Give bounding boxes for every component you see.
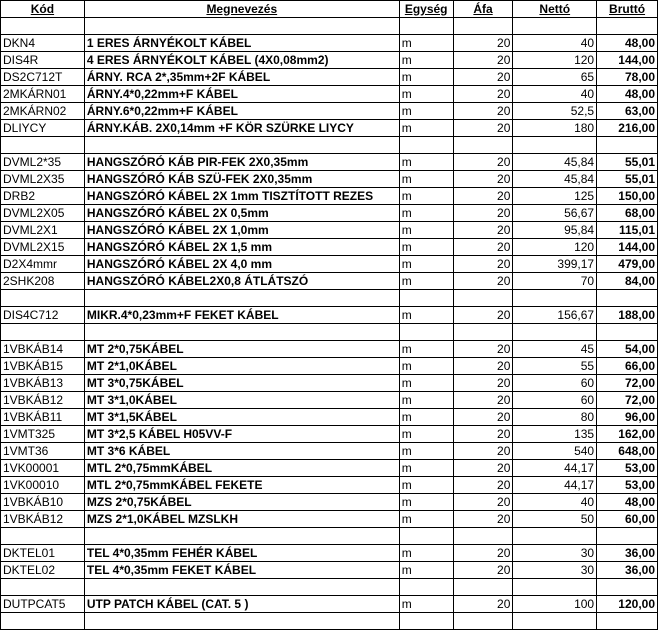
- cell-unit: m: [399, 52, 453, 69]
- cell-netto: 156,67: [513, 307, 597, 324]
- cell-kod: [1, 324, 85, 341]
- cell-unit: [399, 18, 453, 35]
- cell-kod: 1VMT325: [1, 426, 85, 443]
- header-brutto: Bruttó: [597, 1, 658, 18]
- table-row: [1, 562, 658, 579]
- cell-name: HANGSZÓRÓ KÁBEL 2X 1,5 mm: [84, 239, 399, 256]
- table-row: [1, 52, 658, 69]
- cell-netto: 135: [513, 426, 597, 443]
- cell-kod: 1VBKÁB15: [1, 358, 85, 375]
- cell-brutto: 63,00: [597, 103, 658, 120]
- header-name: Megnevezés: [84, 1, 399, 18]
- cell-kod: DVML2*35: [1, 154, 85, 171]
- cell-unit: [399, 137, 453, 154]
- cell-kod: 1VMT36: [1, 443, 85, 460]
- cell-netto: 125: [513, 188, 597, 205]
- cell-afa: 20: [453, 596, 513, 613]
- cell-kod: [1, 528, 85, 545]
- table-row: [1, 545, 658, 562]
- cell-brutto: 78,00: [597, 69, 658, 86]
- cell-afa: [453, 324, 513, 341]
- cell-brutto: [597, 324, 658, 341]
- cell-afa: 20: [453, 239, 513, 256]
- table-row: [1, 511, 658, 528]
- cell-brutto: 479,00: [597, 256, 658, 273]
- blank-row: [1, 137, 658, 154]
- cell-unit: m: [399, 460, 453, 477]
- cell-netto: 40: [513, 86, 597, 103]
- cell-netto: 180: [513, 120, 597, 137]
- cell-name: HANGSZÓRÓ KÁBEL 2X 0,5mm: [84, 205, 399, 222]
- cell-netto: 30: [513, 545, 597, 562]
- cell-name: ÁRNY.KÁB. 2X0,14mm +F KÖR SZÜRKE LIYCY: [84, 120, 399, 137]
- cell-name: UTP PATCH KÁBEL (CAT. 5 ): [84, 596, 399, 613]
- cell-unit: [399, 528, 453, 545]
- cell-unit: m: [399, 222, 453, 239]
- table-row: [1, 341, 658, 358]
- cell-afa: 20: [453, 341, 513, 358]
- cell-brutto: 36,00: [597, 562, 658, 579]
- cell-brutto: [597, 528, 658, 545]
- cell-name: MTL 2*0,75mmKÁBEL FEKETE: [84, 477, 399, 494]
- cell-afa: 20: [453, 86, 513, 103]
- cell-name: [84, 324, 399, 341]
- cell-unit: m: [399, 562, 453, 579]
- cell-netto: [513, 18, 597, 35]
- cell-name: [84, 137, 399, 154]
- cell-netto: 40: [513, 35, 597, 52]
- blank-row: [1, 290, 658, 307]
- cell-afa: 20: [453, 562, 513, 579]
- cell-brutto: 53,00: [597, 477, 658, 494]
- cell-name: [84, 18, 399, 35]
- cell-name: HANGSZÓRÓ KÁB PIR-FEK 2X0,35mm: [84, 154, 399, 171]
- cell-unit: m: [399, 120, 453, 137]
- table-body: [1, 18, 658, 630]
- cell-kod: 1VBKÁB11: [1, 409, 85, 426]
- cell-name: MTL 2*0,75mmKÁBEL: [84, 460, 399, 477]
- cell-brutto: 55,01: [597, 154, 658, 171]
- cell-unit: m: [399, 256, 453, 273]
- table-row: [1, 103, 658, 120]
- table-row: [1, 69, 658, 86]
- cell-unit: m: [399, 358, 453, 375]
- cell-brutto: 150,00: [597, 188, 658, 205]
- table-row: [1, 154, 658, 171]
- cell-brutto: 216,00: [597, 120, 658, 137]
- cell-unit: m: [399, 426, 453, 443]
- cell-afa: 20: [453, 103, 513, 120]
- cell-unit: m: [399, 545, 453, 562]
- cell-name: HANGSZÓRÓ KÁBEL 2X 4,0 mm: [84, 256, 399, 273]
- cell-brutto: 115,01: [597, 222, 658, 239]
- cell-afa: 20: [453, 307, 513, 324]
- cell-name: HANGSZÓRÓ KÁBEL 2X 1mm TISZTÍTOTT REZES: [84, 188, 399, 205]
- cell-name: HANGSZÓRÓ KÁBEL 2X 1,0mm: [84, 222, 399, 239]
- cell-brutto: 48,00: [597, 494, 658, 511]
- cell-unit: m: [399, 596, 453, 613]
- cell-netto: 80: [513, 409, 597, 426]
- cell-brutto: [597, 579, 658, 596]
- cell-unit: m: [399, 511, 453, 528]
- cell-kod: 1VK00010: [1, 477, 85, 494]
- cell-kod: D2X4mmr: [1, 256, 85, 273]
- cell-afa: 20: [453, 426, 513, 443]
- cell-kod: DKN4: [1, 35, 85, 52]
- cell-unit: m: [399, 307, 453, 324]
- blank-row: [1, 18, 658, 35]
- cell-afa: [453, 579, 513, 596]
- blank-row: [1, 613, 658, 630]
- cell-netto: 100: [513, 596, 597, 613]
- table-row: [1, 273, 658, 290]
- cell-afa: 20: [453, 375, 513, 392]
- cell-afa: 20: [453, 205, 513, 222]
- cell-unit: m: [399, 239, 453, 256]
- cell-name: 4 ERES ÁRNYÉKOLT KÁBEL (4X0,08mm2): [84, 52, 399, 69]
- cell-name: MT 3*2,5 KÁBEL H05VV-F: [84, 426, 399, 443]
- cell-netto: 30: [513, 562, 597, 579]
- cell-kod: DKTEL02: [1, 562, 85, 579]
- cell-afa: [453, 290, 513, 307]
- cell-name: MT 3*0,75KÁBEL: [84, 375, 399, 392]
- header-afa: Áfa: [453, 1, 513, 18]
- cell-unit: m: [399, 103, 453, 120]
- cell-netto: 60: [513, 375, 597, 392]
- cell-kod: DVML2X15: [1, 239, 85, 256]
- table-row: [1, 477, 658, 494]
- cell-netto: [513, 324, 597, 341]
- cell-afa: 20: [453, 120, 513, 137]
- cell-afa: [453, 528, 513, 545]
- cell-afa: 20: [453, 188, 513, 205]
- table-row: [1, 256, 658, 273]
- cell-name: [84, 528, 399, 545]
- cell-brutto: [597, 137, 658, 154]
- cell-name: MIKR.4*0,23mm+F FEKET KÁBEL: [84, 307, 399, 324]
- cell-afa: [453, 613, 513, 630]
- cell-unit: m: [399, 409, 453, 426]
- cell-netto: 44,17: [513, 477, 597, 494]
- cell-afa: 20: [453, 154, 513, 171]
- cell-unit: m: [399, 35, 453, 52]
- cell-kod: 2MKÁRN02: [1, 103, 85, 120]
- cell-netto: 56,67: [513, 205, 597, 222]
- cell-unit: [399, 613, 453, 630]
- cell-kod: DVML2X1: [1, 222, 85, 239]
- cell-brutto: 48,00: [597, 86, 658, 103]
- blank-row: [1, 324, 658, 341]
- cell-brutto: 66,00: [597, 358, 658, 375]
- table-row: [1, 443, 658, 460]
- cell-brutto: 53,00: [597, 460, 658, 477]
- cell-brutto: [597, 613, 658, 630]
- cell-name: HANGSZÓRÓ KÁB SZÜ-FEK 2X0,35mm: [84, 171, 399, 188]
- cell-kod: DIS4R: [1, 52, 85, 69]
- cell-brutto: 36,00: [597, 545, 658, 562]
- cell-name: ÁRNY.4*0,22mm+F KÁBEL: [84, 86, 399, 103]
- cell-unit: m: [399, 69, 453, 86]
- cell-brutto: 68,00: [597, 205, 658, 222]
- cell-unit: [399, 324, 453, 341]
- cell-name: MT 3*6 KÁBEL: [84, 443, 399, 460]
- cell-kod: 1VBKÁB10: [1, 494, 85, 511]
- cell-brutto: 96,00: [597, 409, 658, 426]
- cell-kod: DVML2X35: [1, 171, 85, 188]
- table-row: [1, 392, 658, 409]
- table-row: [1, 239, 658, 256]
- cell-unit: m: [399, 205, 453, 222]
- cell-name: MZS 2*1,0KÁBEL MZSLKH: [84, 511, 399, 528]
- cell-kod: 2SHK208: [1, 273, 85, 290]
- cell-kod: DVML2X05: [1, 205, 85, 222]
- cell-netto: 45: [513, 341, 597, 358]
- cell-netto: [513, 579, 597, 596]
- header-unit: Egység: [399, 1, 453, 18]
- table-row: [1, 375, 658, 392]
- header-row: [1, 1, 658, 18]
- cell-kod: [1, 18, 85, 35]
- cell-name: ÁRNY.6*0,22mm+F KÁBEL: [84, 103, 399, 120]
- cell-unit: [399, 579, 453, 596]
- cell-unit: m: [399, 494, 453, 511]
- cell-name: TEL 4*0,35mm FEKET KÁBEL: [84, 562, 399, 579]
- cell-afa: 20: [453, 35, 513, 52]
- blank-row: [1, 528, 658, 545]
- cell-brutto: 144,00: [597, 52, 658, 69]
- cell-afa: [453, 137, 513, 154]
- cell-brutto: 144,00: [597, 239, 658, 256]
- cell-afa: 20: [453, 511, 513, 528]
- cell-kod: DLIYCY: [1, 120, 85, 137]
- cell-afa: 20: [453, 477, 513, 494]
- cell-afa: 20: [453, 222, 513, 239]
- header-netto: Nettó: [513, 1, 597, 18]
- cell-afa: 20: [453, 494, 513, 511]
- cell-afa: 20: [453, 52, 513, 69]
- cell-kod: 1VBKÁB12: [1, 392, 85, 409]
- cell-netto: 70: [513, 273, 597, 290]
- cell-unit: m: [399, 477, 453, 494]
- cell-afa: 20: [453, 358, 513, 375]
- cell-brutto: 188,00: [597, 307, 658, 324]
- table-row: [1, 307, 658, 324]
- table-row: [1, 596, 658, 613]
- table-row: [1, 358, 658, 375]
- cell-afa: 20: [453, 171, 513, 188]
- cell-kod: 1VBKÁB13: [1, 375, 85, 392]
- cell-kod: DRB2: [1, 188, 85, 205]
- cell-afa: 20: [453, 273, 513, 290]
- cell-afa: 20: [453, 256, 513, 273]
- cell-unit: m: [399, 341, 453, 358]
- cell-netto: 55: [513, 358, 597, 375]
- cell-name: MZS 2*0,75KÁBEL: [84, 494, 399, 511]
- table-row: [1, 494, 658, 511]
- cell-brutto: 648,00: [597, 443, 658, 460]
- cell-name: TEL 4*0,35mm FEHÉR KÁBEL: [84, 545, 399, 562]
- table-row: [1, 86, 658, 103]
- cell-brutto: [597, 290, 658, 307]
- table-row: [1, 205, 658, 222]
- cell-name: MT 3*1,5KÁBEL: [84, 409, 399, 426]
- cell-netto: 50: [513, 511, 597, 528]
- cell-unit: m: [399, 86, 453, 103]
- table-row: [1, 171, 658, 188]
- cell-kod: [1, 579, 85, 596]
- cell-netto: 45,84: [513, 171, 597, 188]
- cell-kod: DS2C712T: [1, 69, 85, 86]
- cell-netto: [513, 137, 597, 154]
- cell-brutto: 55,01: [597, 171, 658, 188]
- cell-name: MT 2*1,0KÁBEL: [84, 358, 399, 375]
- cell-name: ÁRNY. RCA 2*,35mm+2F KÁBEL: [84, 69, 399, 86]
- cell-kod: 1VK00001: [1, 460, 85, 477]
- cell-name: HANGSZÓRÓ KÁBEL2X0,8 ÁTLÁTSZÓ: [84, 273, 399, 290]
- cell-afa: 20: [453, 69, 513, 86]
- cell-unit: m: [399, 375, 453, 392]
- table-row: [1, 120, 658, 137]
- cell-afa: 20: [453, 392, 513, 409]
- cell-unit: m: [399, 171, 453, 188]
- cell-kod: 1VBKÁB12: [1, 511, 85, 528]
- cell-brutto: 54,00: [597, 341, 658, 358]
- cell-netto: [513, 613, 597, 630]
- blank-row: [1, 579, 658, 596]
- table-row: [1, 222, 658, 239]
- cell-netto: 60: [513, 392, 597, 409]
- cell-name: 1 ERES ÁRNYÉKOLT KÁBEL: [84, 35, 399, 52]
- cell-unit: m: [399, 154, 453, 171]
- cell-kod: DIS4C712: [1, 307, 85, 324]
- cell-netto: 399,17: [513, 256, 597, 273]
- cell-brutto: 60,00: [597, 511, 658, 528]
- cell-netto: 120: [513, 52, 597, 69]
- cell-kod: 1VBKÁB14: [1, 341, 85, 358]
- cell-afa: 20: [453, 545, 513, 562]
- cell-afa: [453, 18, 513, 35]
- cell-netto: 120: [513, 239, 597, 256]
- cell-afa: 20: [453, 460, 513, 477]
- cell-netto: [513, 290, 597, 307]
- cell-kod: [1, 290, 85, 307]
- cell-netto: 540: [513, 443, 597, 460]
- cell-netto: [513, 528, 597, 545]
- cell-brutto: 72,00: [597, 392, 658, 409]
- cell-unit: m: [399, 188, 453, 205]
- table-row: [1, 426, 658, 443]
- cell-unit: m: [399, 273, 453, 290]
- cell-netto: 44,17: [513, 460, 597, 477]
- cell-netto: 65: [513, 69, 597, 86]
- cell-brutto: 48,00: [597, 35, 658, 52]
- table-row: [1, 188, 658, 205]
- cell-afa: 20: [453, 443, 513, 460]
- cell-kod: DUTPCAT5: [1, 596, 85, 613]
- cell-name: MT 3*1,0KÁBEL: [84, 392, 399, 409]
- cell-unit: m: [399, 392, 453, 409]
- cell-afa: 20: [453, 409, 513, 426]
- cell-kod: [1, 137, 85, 154]
- cell-unit: [399, 290, 453, 307]
- cell-brutto: 120,00: [597, 596, 658, 613]
- cell-name: MT 2*0,75KÁBEL: [84, 341, 399, 358]
- cell-name: [84, 613, 399, 630]
- cell-netto: 52,5: [513, 103, 597, 120]
- cell-kod: 2MKÁRN01: [1, 86, 85, 103]
- cell-brutto: 72,00: [597, 375, 658, 392]
- cell-name: [84, 290, 399, 307]
- header-kod: Kód: [1, 1, 85, 18]
- cell-kod: DKTEL01: [1, 545, 85, 562]
- cell-unit: m: [399, 443, 453, 460]
- table-row: [1, 409, 658, 426]
- cell-netto: 40: [513, 494, 597, 511]
- table-row: [1, 35, 658, 52]
- cell-brutto: [597, 18, 658, 35]
- cell-name: [84, 579, 399, 596]
- cell-netto: 45,84: [513, 154, 597, 171]
- cell-netto: 95,84: [513, 222, 597, 239]
- cell-kod: [1, 613, 85, 630]
- cell-brutto: 162,00: [597, 426, 658, 443]
- cell-brutto: 84,00: [597, 273, 658, 290]
- table-row: [1, 460, 658, 477]
